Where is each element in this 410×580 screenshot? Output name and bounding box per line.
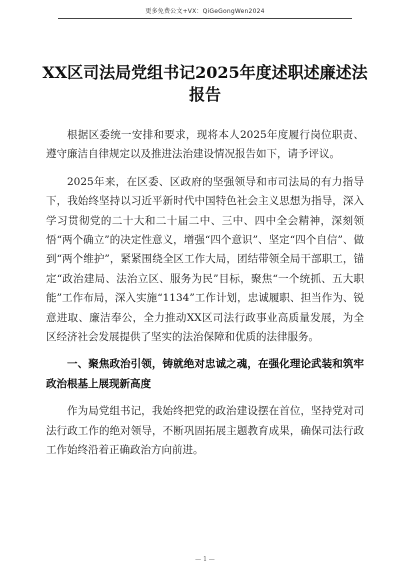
document-body — [46, 126, 364, 461]
intro-paragraph: 根据区委统一安排和要求，现将本人2025年度履行岗位职责、遵守廉洁自律规定以及推进法治建设情况报告如下，请予评议。 — [46, 129, 364, 161]
header-divider — [58, 18, 352, 19]
summary-paragraph: 2025年来，在区委、区政府的坚强领导和市司法局的有力指导下，我始终坚持以习近平新时代中国特色社会主义思想为指导，深入学习贯彻党的二十大和二十届二中、三中、四中全会精神，深刻领悟“两个确立”的决定性意义，增强“四个意识”、坚定“四个自信”、做到“两个维护”，紧紧围绕全区工作大局，团结带领全局干部职工，锚定“政治建局、法治立区、服务为民”目标，聚焦“一个统抓、五大职能”工作布局，深入实施“1134”工作计划，忠诚履职、担当作为、锐意进取、廉洁奉公，全力推动XX区司法行政事业高质量发展，为全区经济社会发展提供了坚实的法治保障和优质的法律服务。 — [46, 175, 364, 344]
document-title: XX区司法局党组书记2025年度述职述廉述法报告 — [42, 63, 368, 104]
header-note: 更多免费公文+VX：QiGeGongWen2024 — [145, 8, 265, 15]
section-paragraph: 作为局党组书记，我始终把党的政治建设摆在首位，坚持党对司法行政工作的绝对领导，不断巩固拓展主题教育成果，确保司法行政工作始终沿着正确政治方向前进。 — [46, 405, 364, 457]
page-number: — 1 — — [195, 556, 215, 563]
section-heading: 一、聚焦政治引领，铸就绝对忠诚之魂，在强化理论武装和筑牢政治根基上展现新高度 — [46, 358, 364, 390]
